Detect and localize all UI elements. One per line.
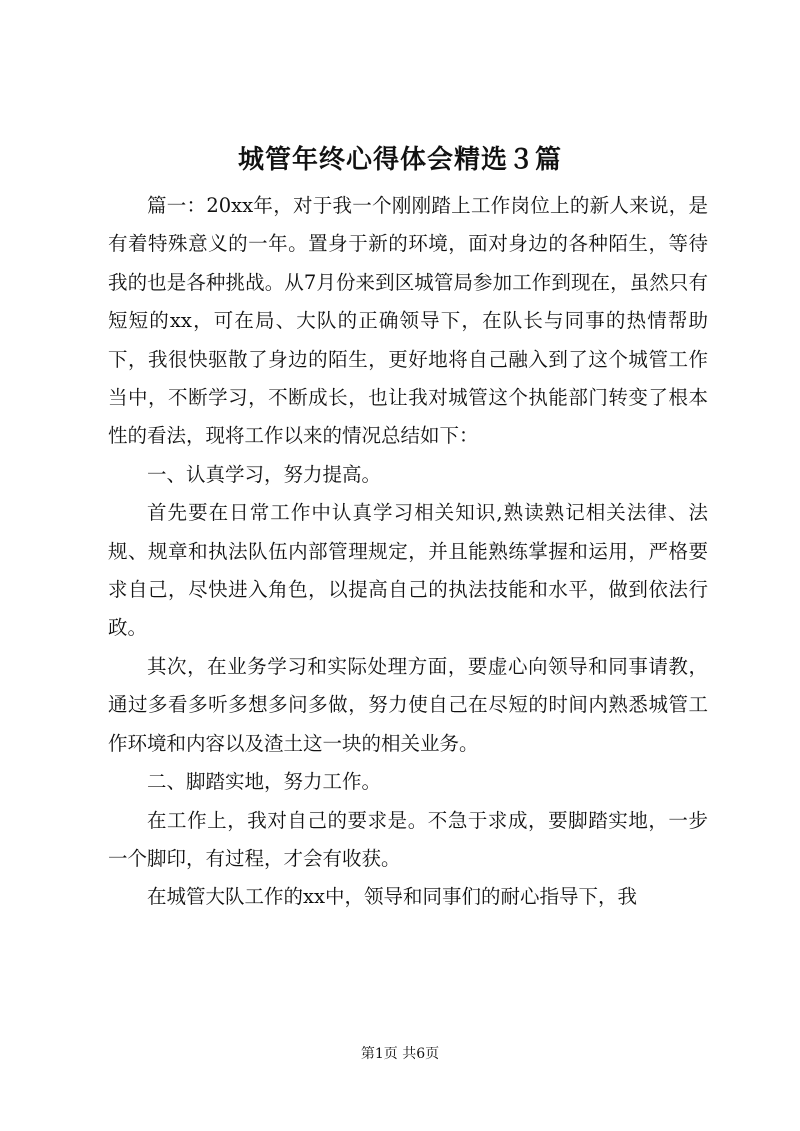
document-title: 城管年终心得体会精选３篇 <box>237 145 562 175</box>
paragraph-work-team: 在城管大队工作的xx中，领导和同事们的耐心指导下，我 <box>147 885 637 909</box>
paragraph-study-second: 其次，在业务学习和实际处理方面，要虚心向领导和同事请教，通过多看多听多想多问多做，努力使自己在尽短的时间内熟悉城管工作环境和内容以及渣土这一块的相关业务。 <box>108 654 708 755</box>
section-heading-work: 二、脚踏实地，努力工作。 <box>147 770 382 794</box>
paragraph-work-attitude: 在工作上，我对自己的要求是。不急于求成，要脚踏实地，一步一个脚印，有过程，才会有收获。 <box>108 808 708 870</box>
paragraph-study-first: 首先要在日常工作中认真学习相关知识,熟读熟记相关法律、法规、规章和执法队伍内部管理规定，并且能熟练掌握和运用，严格要求自己，尽快进入角色，以提高自己的执法技能和水平，做到依法行政。 <box>108 501 708 640</box>
paragraph-intro: 篇一：20xx年，对于我一个刚刚踏上工作岗位上的新人来说，是有着特殊意义的一年。置身于新的环境，面对身边的各种陌生，等待我的也是各种挑战。从7月份来到区城管局参加工作到现在，虽然只有短短的xx，可在局、大队的正确领导下，在队长与同事的热情帮助下，我很快驱散了身边的陌生，更好地将自己融入到了这个城管工作当中，不断学习，不断成长，也让我对城管这个执能部门转变了根本性的看法，现将工作以来的情况总结如下： <box>108 194 708 448</box>
page-number-footer: 第1页 共6页 <box>360 1046 440 1062</box>
document-body <box>108 187 708 917</box>
section-heading-study: 一、认真学习，努力提高。 <box>147 462 382 486</box>
